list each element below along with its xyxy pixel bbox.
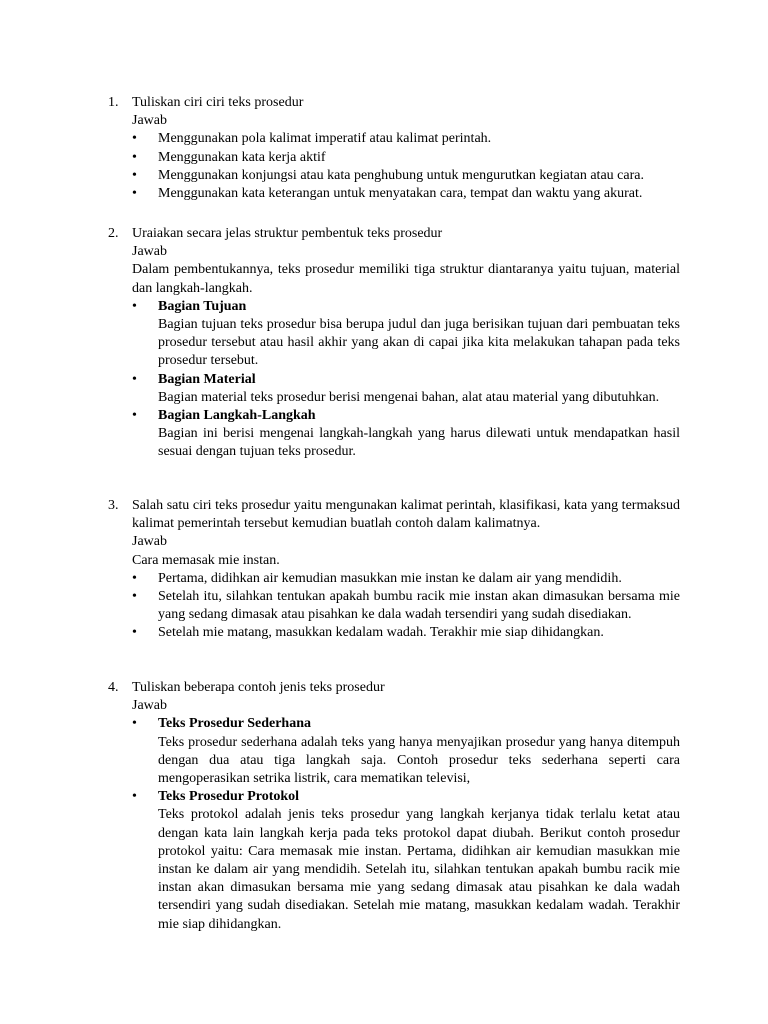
question-4 bbox=[108, 679, 680, 934]
answer-label: Jawab bbox=[132, 113, 167, 129]
bullet-list bbox=[132, 715, 680, 933]
bullet-icon bbox=[132, 371, 158, 389]
answer-title: Cara memasak mie instan. bbox=[132, 552, 280, 568]
question-3 bbox=[108, 497, 680, 643]
question-text: Tuliskan ciri ciri teks prosedur bbox=[132, 95, 304, 110]
bullet-icon bbox=[132, 298, 158, 316]
list-item: • Setelah mie matang, masukkan kedalam wadah. Terakhir mie siap dihidangkan. bbox=[108, 624, 680, 642]
question-number: 2. bbox=[108, 226, 119, 241]
item-text: Bagian material teks prosedur berisi mengenai bahan, alat atau material yang dibutuhkan. bbox=[158, 389, 660, 405]
bullet-icon bbox=[132, 715, 158, 733]
answer-label: Jawab bbox=[132, 534, 167, 550]
bullet-icon bbox=[132, 407, 158, 425]
bullet-icon bbox=[132, 788, 158, 806]
list-item bbox=[132, 788, 680, 934]
bullet-icon bbox=[132, 624, 158, 642]
question-text: Salah satu ciri teks prosedur yaitu mengunakan kalimat perintah, klasifikasi, kata yang termaksud kalimat pemerintah tersebut kemudian buatlah contoh dalam kalimatnya. bbox=[132, 498, 680, 532]
question-text: Tuliskan beberapa contoh jenis teks prosedur bbox=[132, 680, 385, 695]
intro-paragraph: Dalam pembentukannya, teks prosedur memiliki tiga struktur diantaranya yaitu tujuan, material dan langkah-langkah. bbox=[132, 262, 680, 296]
item-text: Bagian ini berisi mengenai langkah-langkah yang harus dilewati untuk mendapatkan hasil sesuai dengan tujuan teks prosedur. bbox=[158, 426, 680, 460]
bullet-list bbox=[132, 298, 680, 462]
item-heading: Teks Prosedur Protokol bbox=[158, 789, 300, 805]
list-item: • Menggunakan kata keterangan untuk menyatakan cara, tempat dan waktu yang akurat. bbox=[132, 185, 680, 203]
question-text: Uraiakan secara jelas struktur pembentuk teks prosedur bbox=[132, 226, 443, 241]
bullet-list bbox=[132, 130, 680, 203]
answer-label: Jawab bbox=[132, 698, 167, 714]
bullet-icon bbox=[132, 588, 158, 606]
bullet-icon bbox=[132, 185, 158, 203]
answer-label: Jawab bbox=[132, 244, 167, 260]
question-2 bbox=[108, 225, 680, 462]
question-number: 1. bbox=[108, 95, 119, 110]
item-text: Bagian tujuan teks prosedur bisa berupa judul dan juga berisikan tujuan dari pembuatan teks prosedur tersebut atau hasil akhir yang akan di capai jika kita melakukan tahapan pada teks prosedur tersebut. bbox=[158, 317, 680, 369]
question-number: 3. bbox=[108, 498, 119, 513]
item-text: Teks protokol adalah jenis teks prosedur yang langkah kerjanya tidak terlalu ketat atau dengan kata lain langkah kerja pada teks protokol dapat diubah. Berikut contoh prosedur protokol yaitu: Cara memasak mie instan. Pertama, didihkan air kemudian masukkan mie instan ke dalam air yang mendidih. Setelah itu, silahkan tentukan apakah bumbu racik mie instan akan dimasukan bersama mie yang sedang dimasak atau pisahkan ke dala wadah tersendiri yang sudah disediakan. Setelah mie matang, masukkan kedalam wadah. Terakhir mie siap dihidangkan. bbox=[158, 807, 680, 932]
item-heading: Teks Prosedur Sederhana bbox=[158, 716, 311, 732]
item-heading: Bagian Tujuan bbox=[158, 298, 247, 314]
list-item: • Menggunakan pola kalimat imperatif atau kalimat perintah. bbox=[132, 130, 680, 148]
list-item bbox=[132, 715, 680, 788]
question-number: 4. bbox=[108, 680, 119, 695]
bullet-icon bbox=[132, 149, 158, 167]
bullet-icon bbox=[132, 570, 158, 588]
bullet-icon bbox=[132, 130, 158, 148]
bullet-icon bbox=[132, 167, 158, 185]
item-heading: Bagian Material bbox=[158, 371, 256, 387]
list-item: • Menggunakan konjungsi atau kata penghubung untuk mengurutkan kegiatan atau cara. bbox=[132, 167, 680, 185]
list-item bbox=[132, 298, 680, 371]
list-item: • Pertama, didihkan air kemudian masukkan mie instan ke dalam air yang mendidih. bbox=[108, 570, 680, 588]
question-1 bbox=[108, 94, 680, 203]
list-item: • Setelah itu, silahkan tentukan apakah bumbu racik mie instan akan dimasukan bersama mie yang sedang dimasak atau pisahkan ke dala wadah tersendiri yang sudah disediakan. bbox=[108, 588, 680, 624]
list-item: • Menggunakan kata kerja aktif bbox=[132, 149, 680, 167]
list-item bbox=[132, 371, 680, 407]
list-item bbox=[132, 407, 680, 462]
bullet-list bbox=[108, 570, 680, 643]
item-text: Teks prosedur sederhana adalah teks yang hanya menyajikan prosedur yang hanya ditempuh dengan dua atau tiga langkah saja. Contoh prosedur teks sederhana seperti cara mengoperasikan setrika listrik, cara mematikan televisi, bbox=[158, 734, 680, 787]
item-heading: Bagian Langkah-Langkah bbox=[158, 408, 316, 424]
